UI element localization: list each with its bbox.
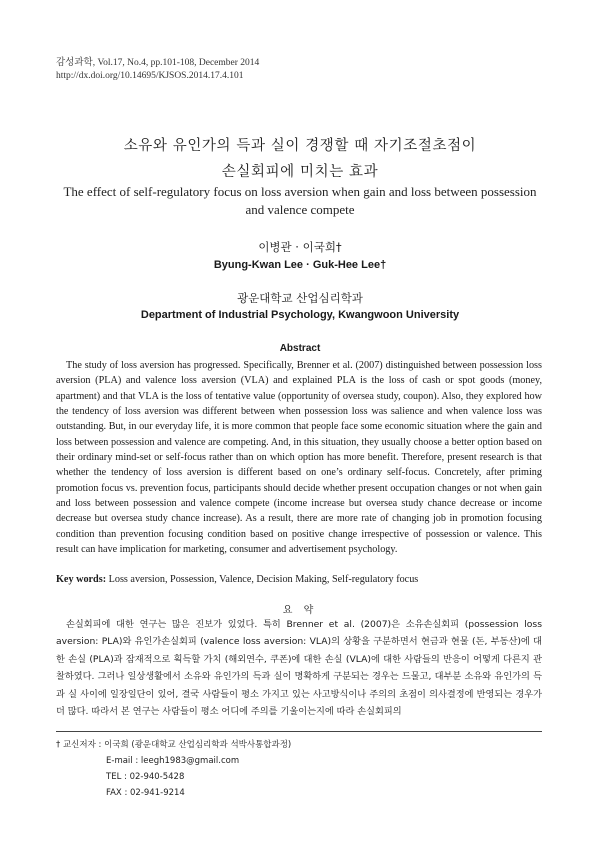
korean-title-line-2: 손실회피에 미치는 효과 [221,164,379,180]
abstract-heading: Abstract [279,343,321,354]
affiliation-english: Department of Industrial Psychology, Kwangwoon University [140,309,460,321]
summary-text: 손실회피에 대한 연구는 많은 진보가 있었다. 특히 Brenner et al. (2007)은 소유손실회피 (possession loss aversion: PLA)와 유인가손실회피 (valence loss aversion: VLA)의 상황을 구분하면서 현금과 현물 (돈, 부동산)에 대한 손실 (PLA)과 잠재적으로 획득할 가치 (해외연수, 쿠폰)에 대한 손실 (VLA)에 대한 사람들의 반응이 어떻게 다른지 관찰하였다. 그러나 일상생활에서 소유와 유인가의 득과 실이 명확하게 구분되는 경우는 드물고, 대부분 소유와 유인가의 득과 실 사이에 일장일단이 있어, 결국 사람들이 평소 가지고 있는 사고방식이나 주의의 초점이 의사결정에 반영되는 경우가 더 많다. 따라서 본 연구는 사람들이 평소 어디에 주의를 기울이는지에 따라 손실회피의 [56,619,542,718]
keywords [56,573,542,587]
korean-title-line-1: 소유와 유인가의 득과 실이 경쟁할 때 자기조절초점이 [123,138,477,154]
authors-english: Byung-Kwan Lee · Guk-Hee Lee† [213,259,387,271]
doi-link[interactable]: http://dx.doi.org/10.14695/KJSOS.2014.17.4.101 [56,71,244,81]
journal-citation: 감성과학, Vol.17, No.4, pp.101-108, December 2014 [56,58,260,68]
corresponding-author: † 교신저자 : 이국희 (광운대학교 산업심리학과 석박사통합과정) [56,740,292,750]
authors-korean: 이병관 · 이국희† [258,240,342,254]
author-email: E-mail : leegh1983@gmail.com [106,756,240,766]
keywords-label: Key words: [56,574,107,585]
footnote-divider [56,731,542,732]
abstract-text: The study of loss aversion has progressed. Specifically, Brenner et al. (2007) distinguished between possession loss aversion (PLA) and valence loss aversion (VLA) and explained PLA is the loss of cash or spot goods (money, apartment) and that VLA is the loss of tentative value (opportunity of oversea study, coupon). Also, they explored how the tendency of loss aversion was different between when possession loss was salience and when valence loss was outstanding. But, in our everyday life, it is more common that people face some economic situation where the gain and loss between possession and valence are competing. And, in this situation, they usually choose a better option based on their ordinary mind-set or self-focus rather than on which option has more benefit. Therefore, present research is that whether the tendency of loss aversion is different based on one’s ordinary self-focus. Concretely, after priming promotion focus vs. prevention focus, participants should decide whether present occupation changes or not when gain and loss between possession and valence compete (income increase but oversea study chance decrease or income decrease but oversea study chance increase). As a result, there are more rate of changing job in promotion focusing condition than prevention focusing condition based on positive change irrespective of possession or valence. This result can have implication for marketing, consumer and advertisement psychology. [56,360,542,556]
author-tel: TEL : 02-940-5428 [106,772,185,782]
journal-header [56,57,259,83]
affiliation-korean: 광운대학교 산업심리학과 [237,291,363,305]
summary-heading: 요 약 [282,605,318,616]
keywords-list: Loss aversion, Possession, Valence, Decision Making, Self-regulatory focus [108,574,419,585]
author-fax: FAX : 02-941-9214 [106,788,185,798]
english-title: The effect of self-regulatory focus on loss aversion when gain and loss between possession and valence compete [63,184,537,217]
footnote [56,737,291,801]
